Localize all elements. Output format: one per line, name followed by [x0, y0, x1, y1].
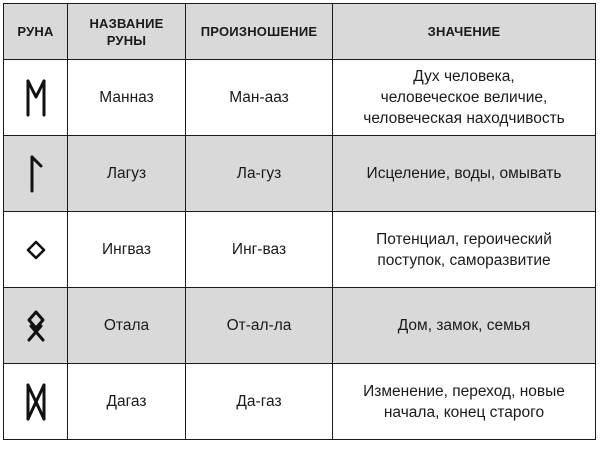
- meaning-line: Исцеление, воды, омывать: [366, 165, 562, 182]
- table-row: [4, 136, 596, 212]
- rune-cell: [4, 136, 68, 212]
- rune-pronunciation-cell: Ла-гуз: [186, 136, 333, 212]
- meaning-line: Дом, замок, семья: [397, 317, 531, 334]
- table-row: [4, 364, 596, 440]
- header-row: [4, 4, 596, 60]
- meaning-line: начала, конец старого: [383, 403, 545, 421]
- laguz-rune-icon: [25, 154, 47, 194]
- rune-pronunciation-cell: Да-газ: [186, 364, 333, 440]
- rune-name-cell: Ингваз: [68, 212, 186, 288]
- rune-pronunciation-cell: Ман-ааз: [186, 60, 333, 136]
- meaning-line: человеческое величие,: [380, 89, 548, 106]
- meaning-line: поступок, саморазвитие: [377, 251, 551, 269]
- rune-cell: [4, 60, 68, 136]
- rune-pronunciation-cell: Инг-ваз: [186, 212, 333, 288]
- rune-meaning-cell: [333, 364, 596, 440]
- meaning-line: Потенциал, героический: [376, 230, 552, 248]
- rune-name-cell: Манназ: [68, 60, 186, 136]
- rune-cell: [4, 212, 68, 288]
- rune-meaning-cell: [333, 288, 596, 364]
- mannaz-rune-icon: [25, 78, 47, 118]
- meaning-line: человеческая находчивость: [363, 110, 565, 127]
- meaning-line: Изменение, переход, новые: [363, 382, 565, 400]
- runes-table: [3, 3, 596, 440]
- header-name: НАЗВАНИЕ РУНЫ: [68, 4, 186, 60]
- rune-meaning-cell: [333, 136, 596, 212]
- rune-name-cell: Отала: [68, 288, 186, 364]
- ingwaz-rune-icon: [25, 239, 47, 261]
- rune-meaning-cell: [333, 60, 596, 136]
- header-meaning: ЗНАЧЕНИЕ: [333, 4, 596, 60]
- rune-pronunciation-cell: От-ал-ла: [186, 288, 333, 364]
- othala-rune-icon: [25, 309, 47, 343]
- dagaz-rune-icon: [24, 382, 48, 422]
- table-row: [4, 288, 596, 364]
- rune-cell: [4, 364, 68, 440]
- header-rune: РУНА: [4, 4, 68, 60]
- table-row: [4, 60, 596, 136]
- meaning-line: Дух человека,: [413, 68, 515, 85]
- rune-name-cell: Лагуз: [68, 136, 186, 212]
- rune-name-cell: Дагаз: [68, 364, 186, 440]
- header-pronunciation: ПРОИЗНОШЕНИЕ: [186, 4, 333, 60]
- table-row: [4, 212, 596, 288]
- rune-meaning-cell: [333, 212, 596, 288]
- rune-cell: [4, 288, 68, 364]
